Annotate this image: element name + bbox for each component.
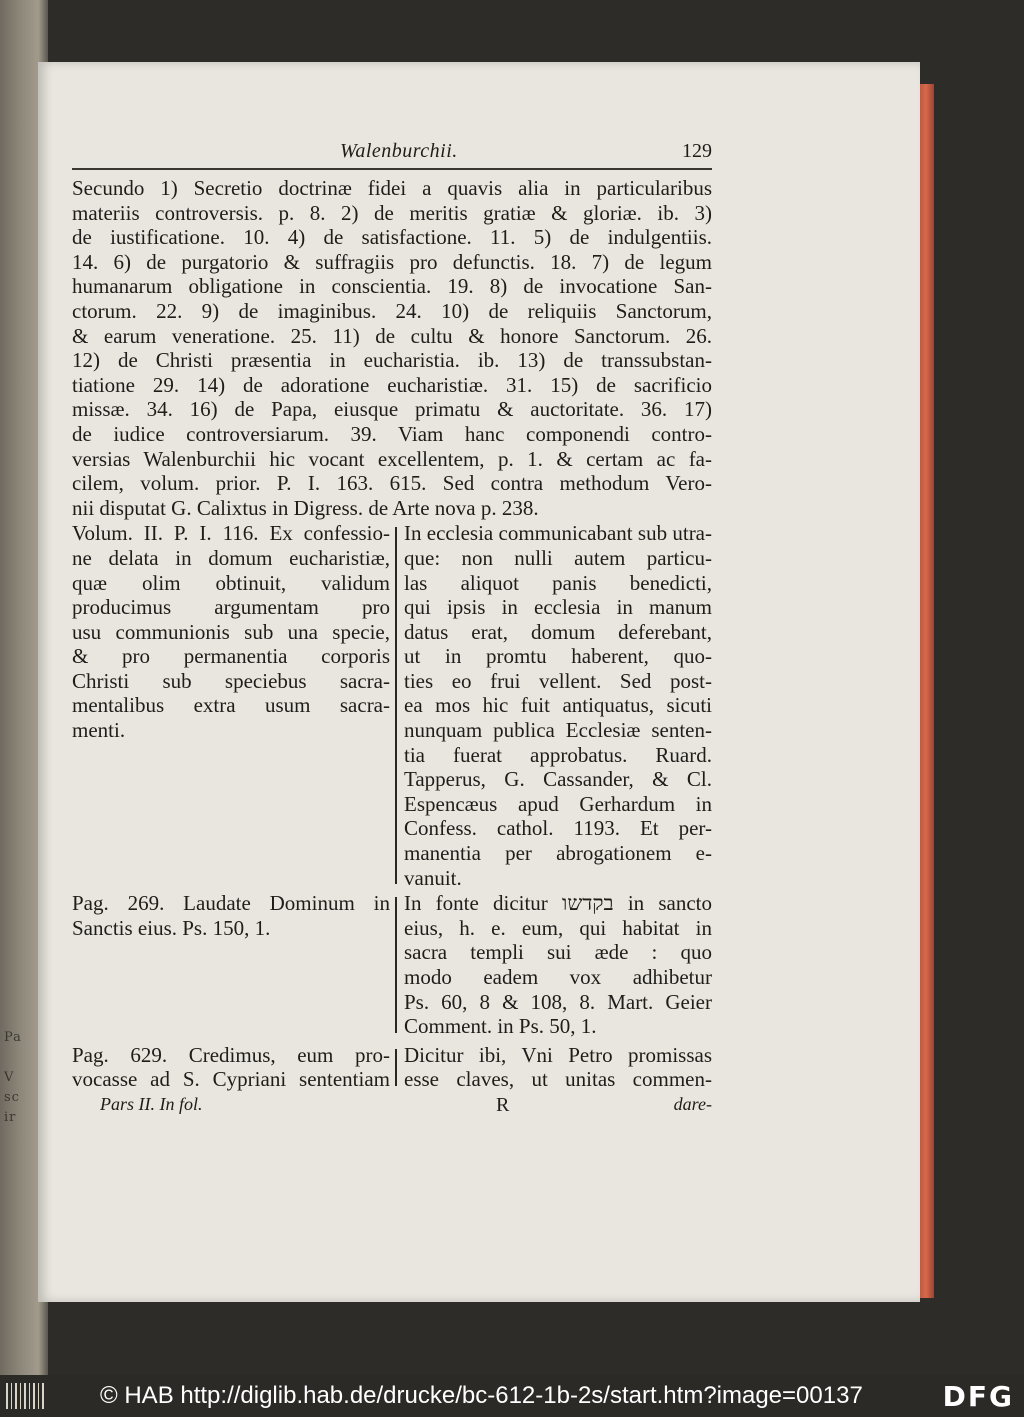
text-line: producimus argumentam pro: [72, 595, 390, 620]
text-line: & earum veneratione. 25. 11) de cultu & honore Sanctorum. 26.: [72, 323, 712, 348]
page-footer: [72, 1094, 712, 1120]
text-line: Espencæus apud Gerhardum in: [404, 791, 712, 816]
errata-entry: [72, 521, 712, 890]
errata-entry: [72, 1043, 712, 1092]
text-line: ne delata in domum eucharistiæ,: [72, 545, 390, 570]
entry-commentary: [404, 521, 712, 890]
column-rule: [390, 1043, 404, 1092]
text-line: ut in promtu haberent, quo-: [404, 644, 712, 669]
text-line: 12) de Christi præsentia in eucharistia. ib. 13) de transsubstan-: [72, 348, 712, 373]
text-line: eius, h. e. eum, qui habitat in: [404, 915, 712, 940]
entry-citation: [72, 1043, 390, 1092]
signature-mark: Pars II. In fol.: [100, 1093, 203, 1114]
text-line: ea mos hic fuit antiquatus, sicuti: [404, 693, 712, 718]
text-line: Tapperus, G. Cassander, & Cl.: [404, 767, 712, 792]
text-line: versias Walenburchii hic vocant excellentem, p. 1. & certam ac fa-: [72, 446, 712, 471]
entry-commentary: [404, 891, 712, 1039]
text-line: Christi sub speciebus sacra-: [72, 668, 390, 693]
text-line: modo eadem vox adhibetur: [404, 965, 712, 989]
text-line: vocasse ad S. Cypriani sententiam: [72, 1067, 390, 1092]
text-line: Volum. II. P. I. 116. Ex confessio-: [72, 521, 390, 546]
column-rule: [390, 521, 404, 890]
text-line: ties eo frui vellent. Sed post-: [404, 668, 712, 693]
text-line: sacra templi sui æde : quo: [404, 940, 712, 965]
text-line: usu communionis sub una specie,: [72, 619, 390, 644]
column-rule: [390, 891, 404, 1039]
text-line: Comment. in Ps. 50, 1.: [404, 1014, 597, 1039]
text-line: cilem, volum. prior. P. I. 163. 615. Sed contra methodum Vero-: [72, 471, 712, 496]
page-text-block: [72, 138, 712, 1120]
errata-entry: [72, 891, 712, 1039]
main-paragraph: [72, 176, 712, 520]
prev-page-fragment: sc: [4, 1090, 20, 1105]
text-line: de iudice controversiarum. 39. Viam hanc componendi contro-: [72, 421, 712, 446]
entry-citation: [72, 891, 390, 1039]
credits-bar: [0, 1375, 1024, 1417]
text-line: ctorum. 22. 9) de imaginibus. 24. 10) de reliquiis Sanctorum,: [72, 298, 712, 323]
text-line: vanuit.: [404, 865, 462, 890]
catchword: dare-: [673, 1093, 712, 1114]
text-line: datus erat, domum deferebant,: [404, 619, 712, 644]
text-line: esse claves, ut unitas commen-: [404, 1067, 712, 1092]
text-line: de iustificatione. 10. 4) de satisfactione. 11. 5) de indulgentiis.: [72, 225, 712, 250]
dfg-logo: DFG: [942, 1380, 1014, 1413]
prev-page-fragment: V: [4, 1070, 15, 1085]
text-line: Ps. 60, 8 & 108, 8. Mart. Geier: [404, 989, 712, 1014]
text-line: In fonte dicitur בקדשו in sancto: [404, 891, 712, 916]
text-line: qui ipsis in ecclesia in manum: [404, 595, 712, 620]
text-line: materiis controversis. p. 8. 2) de meritis gratiæ & gloriæ. ib. 3): [72, 200, 712, 225]
running-head: [72, 138, 712, 170]
text-line: Pag. 269. Laudate Dominum in: [72, 891, 390, 916]
running-title: Walenburchii.: [340, 140, 458, 162]
page-number: 129: [682, 140, 712, 162]
sheet-mark: R: [496, 1093, 510, 1116]
text-line: las aliquot panis benedicti,: [404, 570, 712, 595]
text-line: Confess. cathol. 1193. Et per-: [404, 816, 712, 841]
credit-link[interactable]: © HAB http://diglib.hab.de/drucke/bc-612-1b-2s/start.htm?image=00137: [100, 1382, 863, 1409]
text-line: In ecclesia communicabant sub utra-: [404, 521, 712, 546]
text-line: quæ olim obtinuit, validum: [72, 570, 390, 595]
text-line: tiatione 29. 14) de adoratione eucharistiæ. 31. 15) de sacrificio: [72, 372, 712, 397]
text-line: missæ. 34. 16) de Papa, eiusque primatu & auctoritate. 36. 17): [72, 397, 712, 422]
text-line: 14. 6) de purgatorio & suffragiis pro defunctis. 18. 7) de legum: [72, 249, 712, 274]
text-line: & pro permanentia corporis: [72, 644, 390, 669]
page-red-edge: [918, 84, 934, 1298]
text-line: menti.: [72, 718, 126, 743]
text-line: que: non nulli autem particu-: [404, 545, 712, 570]
text-line: tia fuerat approbatus. Ruard.: [404, 742, 712, 767]
barcode-icon: [6, 1383, 46, 1409]
text-line: humanarum obligatione in conscientia. 19. 8) de invocatione San-: [72, 274, 712, 299]
text-line: Secundo 1) Secretio doctrinæ fidei a quavis alia in particularibus: [72, 176, 712, 200]
text-line: nii disputat G. Calixtus in Digress. de Arte nova p. 238.: [72, 495, 539, 520]
prev-page-fragment: ir: [4, 1110, 17, 1125]
entry-citation: [72, 521, 390, 890]
text-line: nunquam publica Ecclesiæ senten-: [404, 718, 712, 743]
text-line: manentia per abrogationem e-: [404, 841, 712, 866]
text-line: mentalibus extra usum sacra-: [72, 693, 390, 718]
prev-page-fragment: Pa: [4, 1030, 22, 1045]
entry-commentary: [404, 1043, 712, 1092]
text-line: Pag. 629. Credimus, eum pro-: [72, 1042, 390, 1067]
text-line: Dicitur ibi, Vni Petro promissas: [404, 1042, 712, 1067]
text-line: Sanctis eius. Ps. 150, 1.: [72, 915, 271, 940]
